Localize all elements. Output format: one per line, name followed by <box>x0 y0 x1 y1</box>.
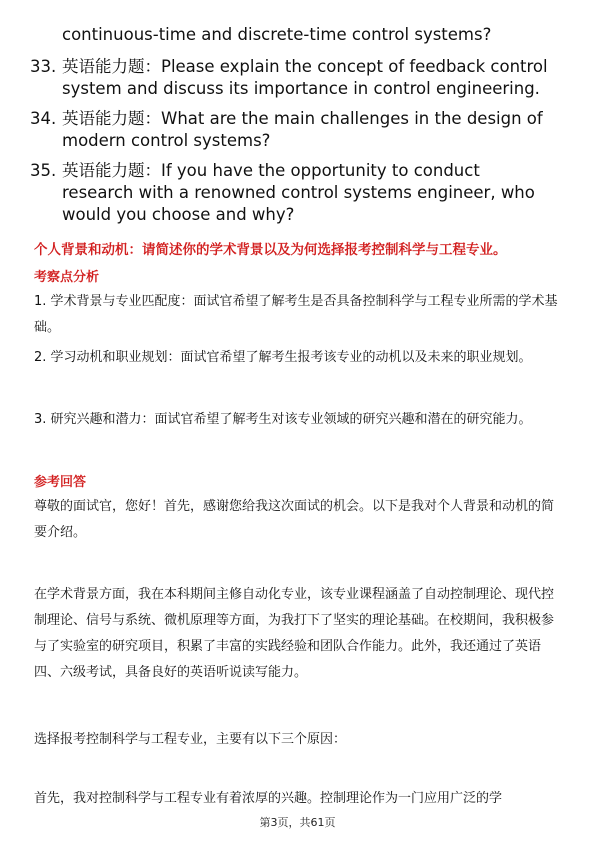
section-question-title: 个人背景和动机：请简述你的学术背景以及为何选择报考控制科学与工程专业。 <box>34 242 507 258</box>
page-number: 第3页，共61页 <box>259 816 336 829</box>
answer-paragraph-2: 在学术背景方面，我在本科期间主修自动化专业，该专业课程涵盖了自动控制理论、现代控制理论、信号与系统、微机原理等方面，为我打下了坚实的理论基础。在校期间，我积极参与了实验室的研究项目，积累了丰富的实践经验和团队合作能力。此外，我还通过了英语四、六级考试，具备良好的英语听说读写能力。 <box>34 587 555 680</box>
answer-paragraph-4: 首先，我对控制科学与工程专业有着浓厚的兴趣。控制理论作为一门应用广泛的学 <box>34 791 503 806</box>
question-text: 英语能力题：Please explain the concept of feedback control system and discuss its importance in control engineering. <box>62 57 548 98</box>
question-number: 35. <box>30 161 57 180</box>
question-text: 英语能力题：If you have the opportunity to conduct research with a renowned control systems engineer, who would you choose and why? <box>62 161 535 224</box>
analysis-point-1: 1. 学术背景与专业匹配度：面试官希望了解考生是否具备控制科学与工程专业所需的学术基础。 <box>34 294 558 335</box>
analysis-heading: 考察点分析 <box>34 270 100 285</box>
question-34 <box>30 108 550 152</box>
question-number: 34. <box>30 109 57 128</box>
analysis-point-3: 3. 研究兴趣和潜力：面试官希望了解考生对该专业领域的研究兴趣和潜在的研究能力。 <box>34 412 532 427</box>
analysis-point-2: 2. 学习动机和职业规划：面试官希望了解考生报考该专业的动机以及未来的职业规划。 <box>34 350 532 365</box>
question-35 <box>30 160 550 226</box>
question-33 <box>30 56 550 100</box>
answer-heading: 参考回答 <box>34 475 87 490</box>
answer-paragraph-1: 尊敬的面试官，您好！首先，感谢您给我这次面试的机会。以下是我对个人背景和动机的简要介绍。 <box>34 499 555 540</box>
question-text: 英语能力题：What are the main challenges in the design of modern control systems? <box>62 109 543 150</box>
question-32-continuation: continuous-time and discrete-time control systems? <box>62 25 492 44</box>
answer-paragraph-3: 选择报考控制科学与工程专业，主要有以下三个原因： <box>34 732 347 747</box>
question-number: 33. <box>30 57 57 76</box>
